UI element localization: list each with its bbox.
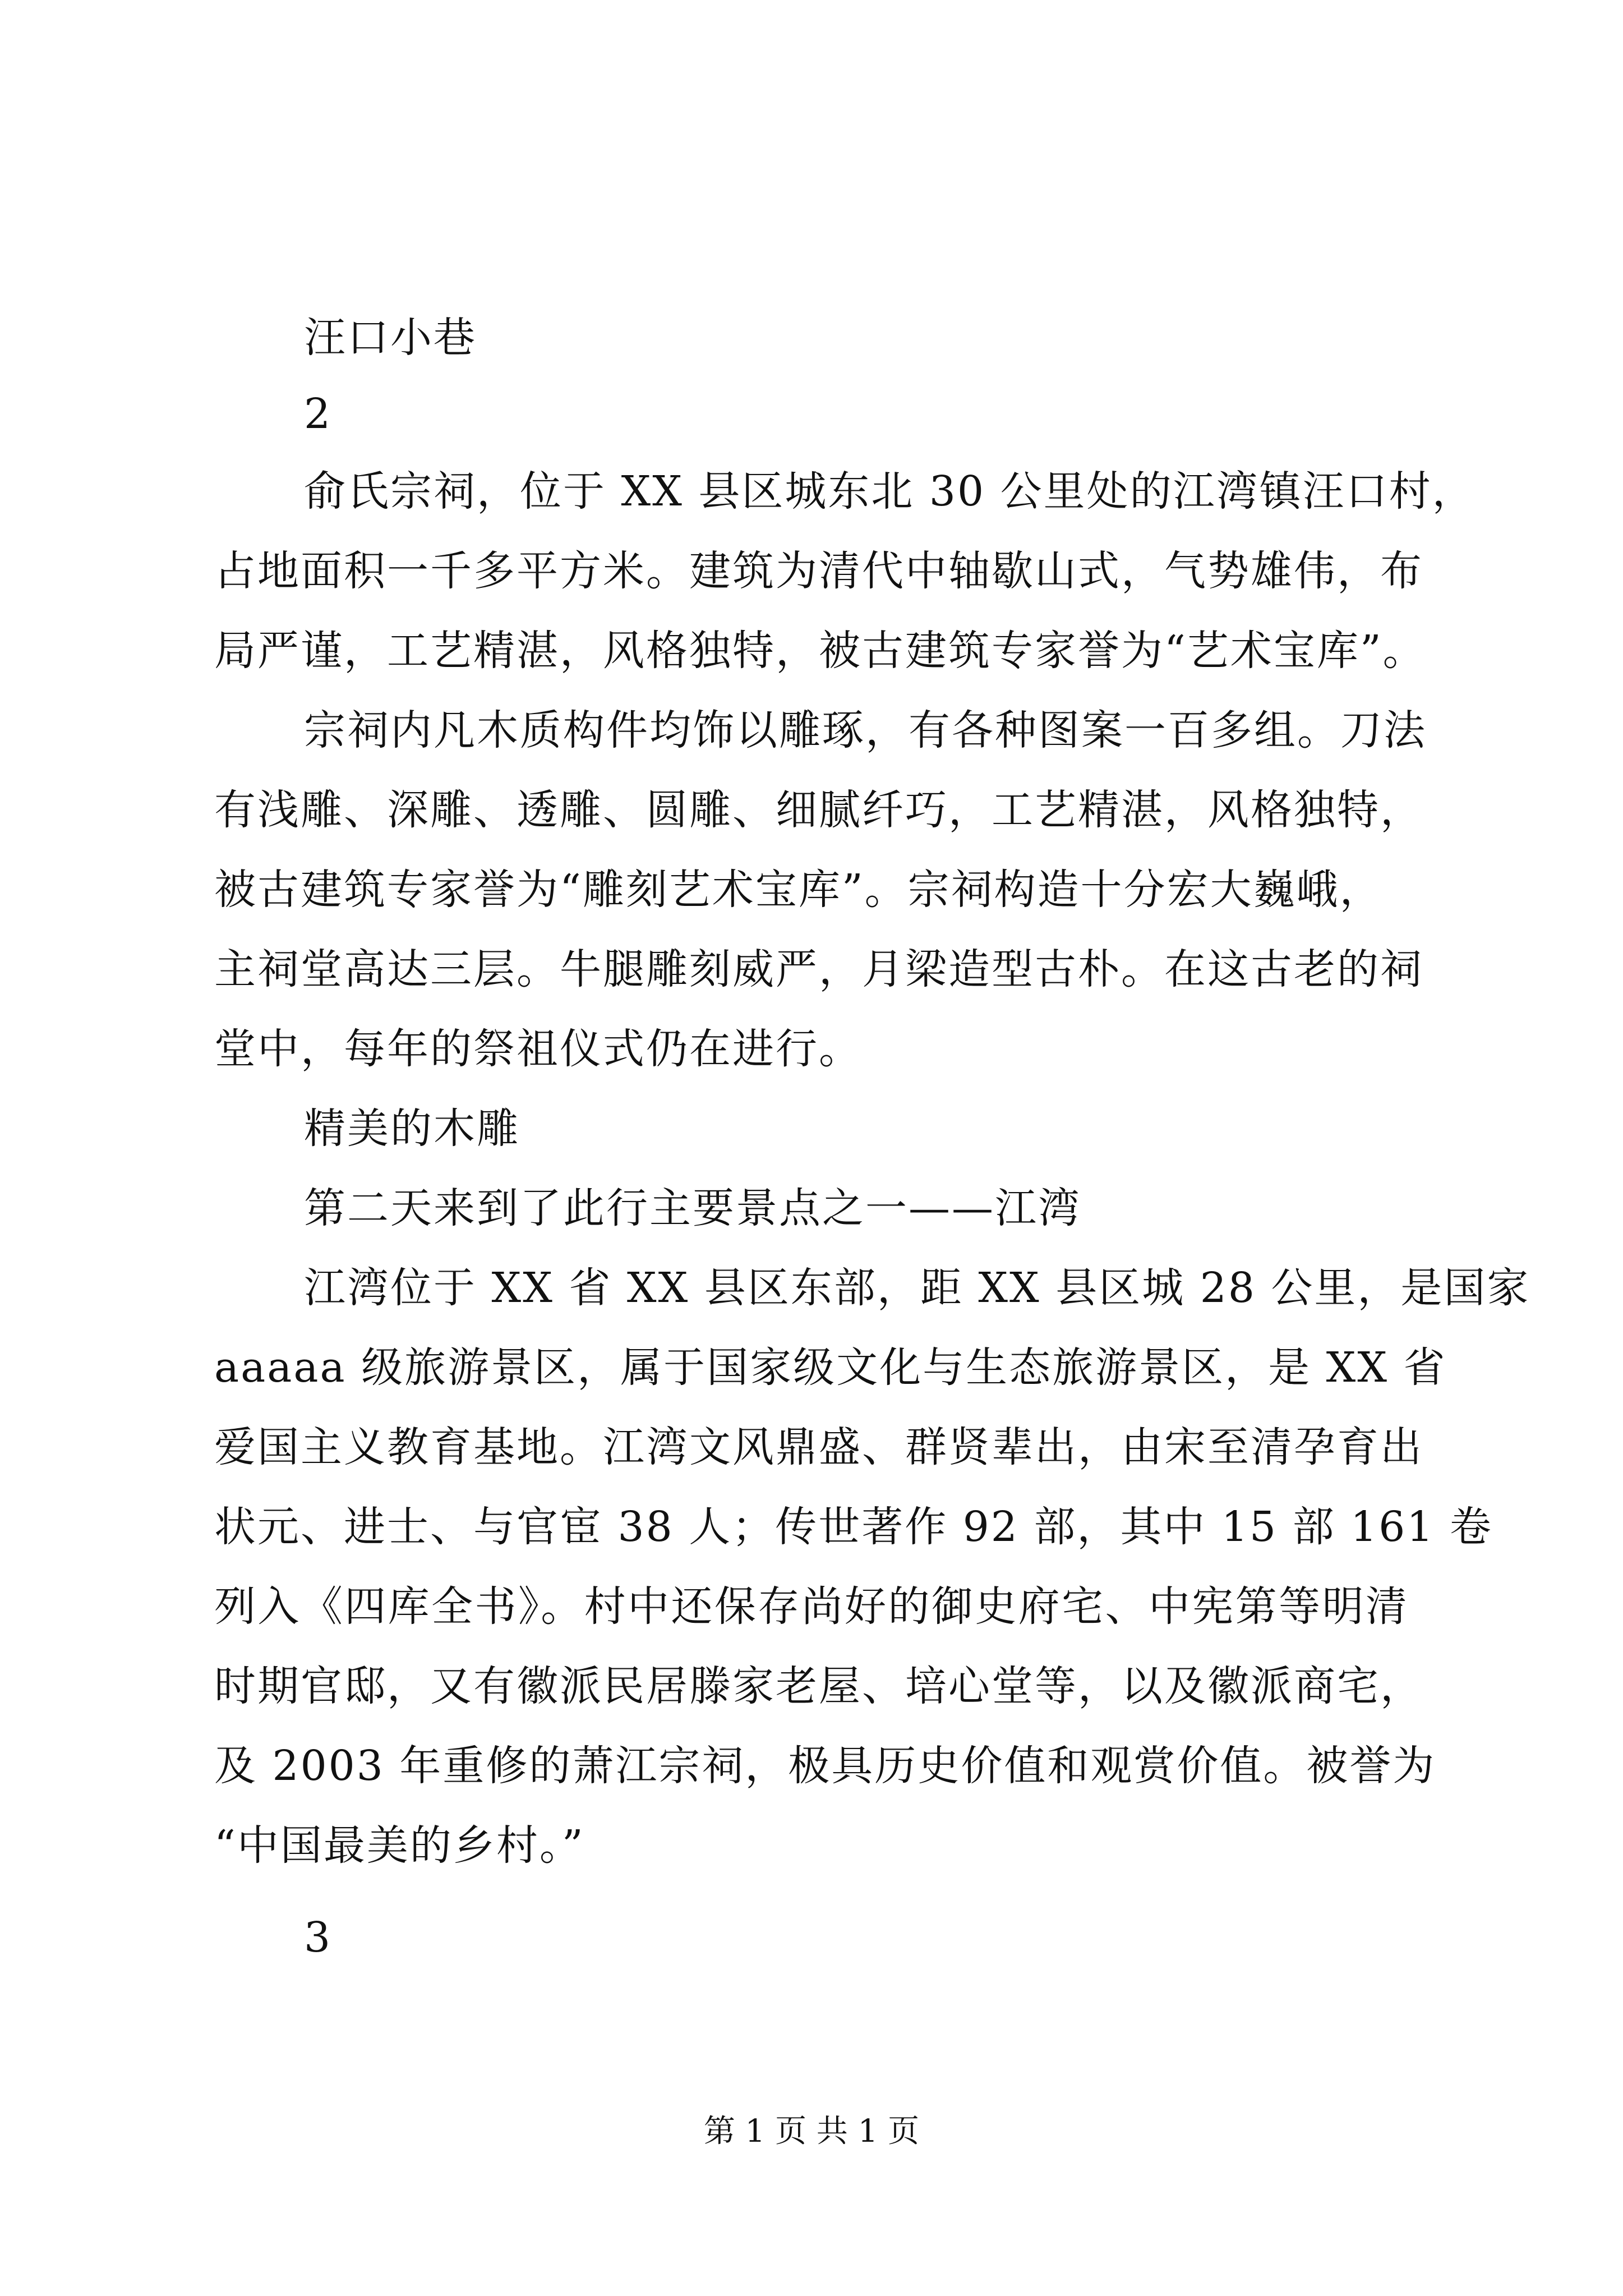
section-number-3: 3 xyxy=(304,1913,333,1962)
paragraph-line: 第二天来到了此行主要景点之一——江湾 xyxy=(304,1184,1081,1232)
paragraph-line: 宗祠内凡木质构件均饰以雕琢，有各种图案一百多组。刀法 xyxy=(304,706,1427,754)
page-footer: 第 1 页 共 1 页 xyxy=(703,2113,920,2150)
paragraph-line: 俞氏宗祠，位于 XX 县区城东北 30 公里处的江湾镇汪口村， xyxy=(304,467,1476,516)
paragraph-line: aaaaa 级旅游景区，属于国家级文化与生态旅游景区，是 XX 省 xyxy=(214,1343,1447,1392)
paragraph-line: 被古建筑专家誉为“雕刻艺术宝库”。宗祠构造十分宏大巍峨， xyxy=(214,866,1383,914)
paragraph-line: 占地面积一千多平方米。建筑为清代中轴歇山式，气势雄伟，布 xyxy=(214,547,1423,595)
caption-wangkou-alley: 汪口小巷 xyxy=(304,314,477,362)
paragraph-line: 堂中，每年的祭祖仪式仍在进行。 xyxy=(214,1025,862,1073)
section-number-2: 2 xyxy=(304,390,333,438)
paragraph-line: 江湾位于 XX 省 XX 县区东部，距 XX 县区城 28 公里，是国家 xyxy=(304,1264,1530,1312)
paragraph-line: 列入《四库全书》。村中还保存尚好的御史府宅、中宪第等明清 xyxy=(214,1582,1409,1631)
paragraph-line: 有浅雕、深雕、透雕、圆雕、细腻纤巧，工艺精湛，风格独特， xyxy=(214,786,1423,834)
paragraph-line: 时期官邸，又有徽派民居滕家老屋、培心堂等，以及徽派商宅， xyxy=(214,1662,1423,1710)
caption-wood-carving: 精美的木雕 xyxy=(304,1105,520,1153)
paragraph-line: 及 2003 年重修的萧江宗祠，极具历史价值和观赏价值。被誉为 xyxy=(214,1742,1436,1790)
paragraph-line: 主祠堂高达三层。牛腿雕刻威严，月梁造型古朴。在这古老的祠 xyxy=(214,945,1423,993)
paragraph-line: 局严谨，工艺精湛，风格独特，被古建筑专家誉为“艺术宝库”。 xyxy=(214,627,1426,675)
paragraph-line: “中国最美的乡村。” xyxy=(214,1821,585,1870)
paragraph-line: 爱国主义教育基地。江湾文风鼎盛、群贤辈出，由宋至清孕育出 xyxy=(214,1423,1423,1471)
paragraph-line: 状元、进士、与官宦 38 人；传世著作 92 部，其中 15 部 161 卷 xyxy=(214,1503,1493,1551)
